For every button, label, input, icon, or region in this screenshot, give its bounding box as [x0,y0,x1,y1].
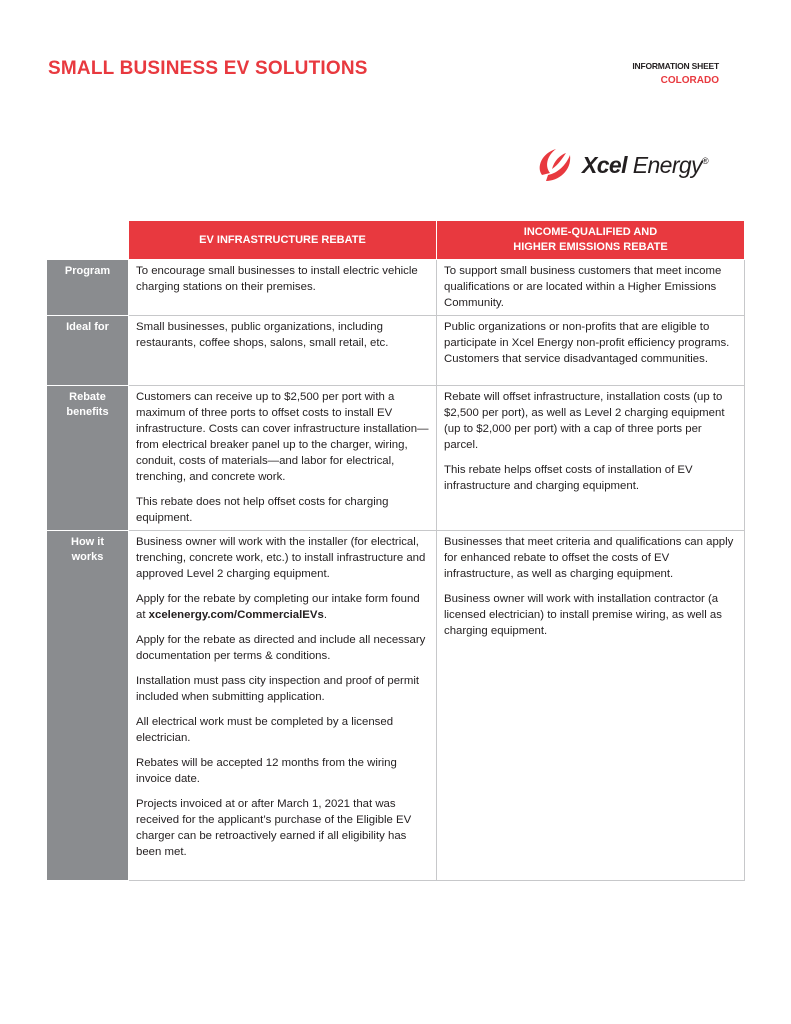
page-title: SMALL BUSINESS EV SOLUTIONS [48,58,368,79]
logo-wordmark: Xcel Energy® [582,152,709,178]
table-cell: Small businesses, public organizations, including restaurants, coffee shops, salons, small retail, etc. [129,316,437,386]
header-corner [47,221,129,260]
xcel-energy-logo [536,145,726,187]
row-label-rebate-benefits: Rebate benefits [47,386,129,531]
table-row [47,531,745,881]
row-label-program: Program [47,260,129,316]
table-cell: Rebate will offset infrastructure, installation costs (up to $2,500 per port), as well as Level 2 charging equipment (up to $2,000 per port) with a cap of three ports per parcel. This rebate helps offset costs of installation of EV infrastructure and charging equipment. [437,386,745,531]
row-label-ideal-for: Ideal for [47,316,129,386]
rebate-comparison-table [46,220,745,881]
row-label-how-it-works: How it works [47,531,129,881]
table-cell: To support small business customers that meet income qualifications or are located within a Higher Emissions Community. [437,260,745,316]
table-cell: Business owner will work with the installer (for electrical, trenching, concrete work, etc.) to install infrastructure and approved Level 2 charging equipment. Apply for the rebate by completing our intake form found at xcelenergy.com/CommercialEVs. Apply for the rebate as directed and include all necessary documentation per terms & conditions. Installation must pass city inspection and proof of permit included when submitting application. All electrical work must be completed by a licensed electrician. Rebates will be accepted 12 months from the wiring invoice date. Projects invoiced at or after March 1, 2021 that was received for the applicant’s purchase of the Eligible EV charger can be retroactively earned if all eligibility has been met. [129,531,437,881]
table-row [47,386,745,531]
table-row [47,316,745,386]
column-header-income-qualified: INCOME-QUALIFIED AND HIGHER EMISSIONS REBATE [437,221,745,260]
table-cell: Businesses that meet criteria and qualifications can apply for enhanced rebate to offset the costs of EV infrastructure, as well as charging equipment. Business owner will work with installation contractor (a licensed electrician) to install premise wiring, as well as charging equipment. [437,531,745,881]
table-row [47,260,745,316]
column-header-ev-infrastructure: EV INFRASTRUCTURE REBATE [129,221,437,260]
commercial-evs-link[interactable]: xcelenergy.com/CommercialEVs [148,609,324,621]
flame-swoosh-icon [536,145,576,187]
state-label: COLORADO [660,75,719,86]
table-cell: Customers can receive up to $2,500 per port with a maximum of three ports to offset costs to install EV infrastructure. Costs can cover infrastructure installation—from electrical breaker panel up to the charger, wiring, conduit, costs of materials—and labor for electrical, trenching, and concrete work. This rebate does not help offset costs for charging equipment. [129,386,437,531]
table-cell: Public organizations or non-profits that are eligible to participate in Xcel Energy non-profit efficiency programs. Customers that service disadvantaged communities. [437,316,745,386]
sheet-type-label: INFORMATION SHEET [632,61,719,71]
table-cell: To encourage small businesses to install electric vehicle charging stations on their premises. [129,260,437,316]
table-header-row [47,221,745,260]
